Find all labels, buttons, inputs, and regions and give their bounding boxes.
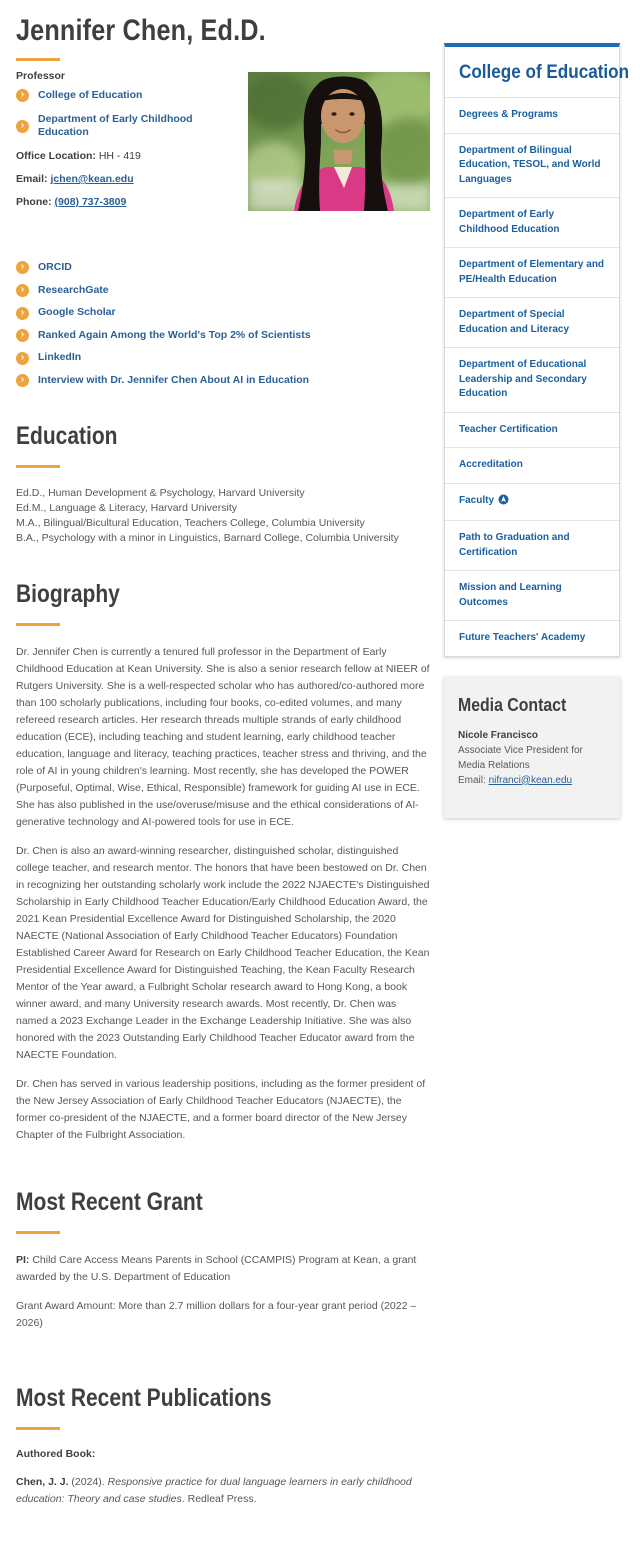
sidebar-nav-item[interactable] [445,483,619,521]
affiliation-link-label: Department of Early Childhood Education [38,112,193,139]
biography-heading: Biography [16,579,120,608]
phone-label: Phone: [16,195,52,208]
education-section [16,422,430,546]
grant-amount-line: Grant Award Amount: More than 2.7 million dollars for a four-year grant period (2022 – 2026) [16,1299,417,1329]
education-item: Ed.M., Language & Literacy, Harvard University [16,501,237,514]
sidebar-nav-item-label: Teacher Certification [459,423,558,435]
role-label: Professor [16,70,66,82]
grant-section [16,1188,430,1332]
publication-category-label: Authored Book: [16,1447,96,1460]
sidebar-nav-item-label: Department of Elementary and PE/Health Education [459,259,605,285]
chevron-right-icon: › [16,352,29,365]
biography-paragraph: Dr. Chen has served in various leadership positions, including as the former president of the New Jersey Association of Early Childhood Teacher Educators (NJAECTE), the former co-president of the NJAECTE, and a former board director of the New Jersey Chapter of the Fulbright Association. [16,1077,426,1141]
accent-divider [16,58,60,61]
page-title: Jennifer Chen, Ed.D. [16,14,266,47]
affiliation-link[interactable] [16,113,221,140]
media-contact-title: Associate Vice President for Media Relations [458,744,583,771]
sidebar-nav-item-label: Degrees & Programs [459,109,558,120]
sidebar-nav-item[interactable] [445,620,619,656]
education-item: B.A., Psychology with a minor in Linguistics, Barnard College, Columbia University [16,531,399,544]
office-location-line [16,150,221,162]
education-list [16,486,430,546]
education-heading: Education [16,421,118,450]
contact-and-photo-row [16,70,430,219]
resource-link[interactable] [16,284,430,298]
main-content [16,6,430,1518]
sidebar-nav-item[interactable] [445,570,619,620]
resource-link-label: ORCID [38,260,72,273]
accent-divider [16,465,60,468]
resource-link-label: Google Scholar [38,306,116,319]
resource-link[interactable] [16,374,430,388]
resource-links [16,261,430,388]
sidebar [444,43,630,818]
publication-title: Responsive practice for dual language learners in early childhood education: Theory and case studies [16,1475,412,1505]
resource-link-label: LinkedIn [38,351,82,364]
resource-link[interactable] [16,329,430,343]
resource-link[interactable] [16,306,430,320]
resource-link-label: Ranked Again Among the World's Top 2% of Scientists [38,328,311,341]
sidebar-nav-item-label: Mission and Learning Outcomes [459,582,562,608]
chevron-right-icon: › [16,120,29,133]
accent-divider [16,1427,60,1430]
affiliation-links [16,89,221,140]
college-nav [444,43,630,657]
affiliation-link-label: College of Education [38,89,143,101]
media-contact-card [444,677,620,818]
media-contact-heading: Media Contact [458,694,567,715]
sidebar-nav-item-label: Faculty [459,494,495,506]
sidebar-nav-item[interactable] [445,297,619,347]
resource-link-label: Interview with Dr. Jennifer Chen About AI in Education [38,374,310,387]
education-item: Ed.D., Human Development & Psychology, Harvard University [16,486,305,499]
publication-publisher: . Redleaf Press. [181,1492,257,1505]
office-location-value: HH - 419 [98,149,141,162]
accent-divider [16,1231,60,1234]
resource-link[interactable] [16,261,430,275]
publication-year: (2024). [68,1475,108,1488]
profile-photo [248,72,430,211]
sidebar-nav-item-label: Accreditation [459,459,523,470]
education-item: M.A., Bilingual/Bicultural Education, Teachers College, Columbia University [16,516,365,529]
email-link[interactable]: jchen@kean.edu [50,172,134,185]
chevron-right-icon: › [16,89,29,102]
resource-link[interactable] [16,351,430,365]
publication-authors: Chen, J. J. [16,1475,69,1488]
grant-pi-label: PI: [16,1253,30,1266]
email-line [16,173,221,185]
college-nav-title: College of Education [459,62,630,83]
accent-divider [16,623,60,626]
sidebar-nav-item[interactable] [445,412,619,448]
publications-section [16,1384,430,1508]
current-page-indicator-icon [498,497,509,508]
sidebar-nav-item-label: Department of Educational Leadership and Secondary Education [459,359,587,399]
sidebar-nav-item[interactable] [445,197,619,247]
sidebar-nav-item-label: Department of Bilingual Education, TESOL, and World Languages [459,144,601,185]
sidebar-nav-item-label: Future Teachers' Academy [459,632,586,643]
affiliation-link[interactable] [16,89,221,103]
sidebar-nav-item[interactable] [445,347,619,412]
email-label: Email: [16,172,48,185]
college-nav-items [445,97,619,656]
sidebar-nav-item[interactable] [445,97,619,133]
media-contact-email-label: Email: [458,774,489,786]
sidebar-nav-item[interactable] [445,447,619,483]
chevron-right-icon: › [16,261,29,274]
media-contact-name: Nicole Francisco [458,729,539,741]
phone-link[interactable]: (908) 737-3809 [54,195,127,208]
chevron-right-icon: › [16,284,29,297]
grant-pi-line [16,1252,430,1286]
chevron-right-icon: › [16,374,29,387]
media-contact-email-link[interactable]: nifranci@kean.edu [488,774,573,786]
sidebar-nav-item-label: Department of Early Childhood Education [459,209,560,235]
contact-info [16,70,221,219]
grant-heading: Most Recent Grant [16,1187,203,1216]
sidebar-nav-item-label: Path to Graduation and Certification [459,532,570,558]
chevron-right-icon: › [16,329,29,342]
publications-heading: Most Recent Publications [16,1383,272,1412]
sidebar-nav-item[interactable] [445,520,619,570]
biography-paragraph: Dr. Chen is also an award-winning researcher, distinguished scholar, distinguished college teacher, and research mentor. The honors that have been bestowed on Dr. Chen in recognizing her outstanding scholarly work include the 2022 NJAECTE's Distinguished Scholarship in Early Childhood Teacher Education/Early Childhood Education Award, the 2021 Kean Presidential Excellence Award for Distinguished Scholarship, the 2020 NAECTE (National Association of Early Childhood Teacher Educators) Foundation Established Career Award for Research on Early Childhood Teacher Education, the Kean Presidential Excellence Award for Distinguished Teaching, the Kean Faculty Research Mentor of the Year award, a Fulbright Scholar research award to Hong Kong, a book winner award, and many University research awards. Most recently, Dr. Chen was named a 2023 Exchange Leader in the Exchange Leadership Initiative. She was also honored with the 2023 Outstanding Early Childhood Teacher Educator award from the NAECTE Foundation. [16,844,430,1061]
office-location-label: Office Location: [16,149,96,162]
grant-pi-text: Child Care Access Means Parents in School (CCAMPIS) Program at Kean, a grant awarded by the U.S. Department of Education [16,1253,417,1283]
phone-line [16,196,221,208]
publication-entry [16,1474,430,1508]
resource-link-label: ResearchGate [38,283,109,296]
biography-paragraphs [16,644,430,1144]
sidebar-nav-item-label: Department of Special Education and Literacy [459,309,570,335]
sidebar-nav-item[interactable] [445,133,619,198]
chevron-right-icon: › [16,307,29,320]
biography-paragraph: Dr. Jennifer Chen is currently a tenured full professor in the Department of Early Childhood Education at Kean University. She is also a senior research fellow at NIEER of Rutgers University. She is a well-respected scholar who has authored/co-authored more than 100 scholarly publications, including four books, co-edited volumes, and many refereed research articles. Her research threads multiple strands of early childhood education (ECE), including teaching and student learning, early childhood teacher education, language and literacy, teaching practices, teacher stress and thriving, and the role of AI in young children's learning. Most recently, she has developed the POWER (Purposeful, Optimal, Wise, Ethical, Responsible) framework for guiding AI use in ECE. She has also published in the use/overuse/misuse and the ethical considerations of AI-generative technology and AI-powered tools for use in ECE. [16,645,430,828]
media-contact-email-line [458,773,606,788]
biography-section [16,580,430,1144]
sidebar-nav-item[interactable] [445,247,619,297]
